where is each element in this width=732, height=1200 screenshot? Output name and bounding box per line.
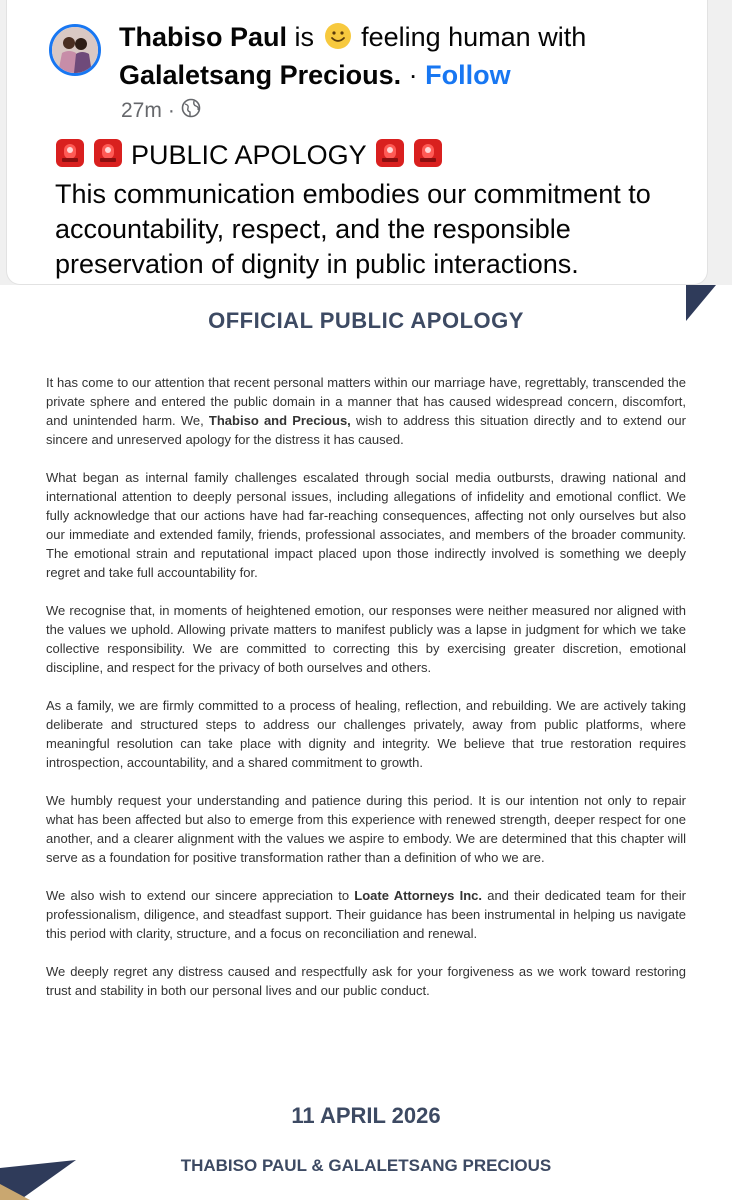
paragraph: What began as internal family challenges escalated through social media outbursts, drawing national and international attention to deeply personal issues, including allegations of infidelity and emotional conflict. We fully acknowledge that our actions have had far-reaching consequences, affecting not only ourselves but also our immediate and extended family, friends, professional associates, and members of the broader community. The emotional strain and reputational impact placed upon those indirectly involved is something we deeply regret and take full accountability for.: [46, 470, 686, 580]
avatar-photo: [52, 27, 98, 73]
post-time[interactable]: 27m: [121, 99, 162, 122]
police-siren-icon: [55, 138, 85, 177]
paragraph-bold-text: Loate Attorneys Inc.: [354, 888, 482, 903]
separator-dot: ·: [408, 60, 418, 90]
meta-separator: ·: [167, 99, 175, 122]
smiling-face-icon: [324, 22, 352, 57]
author-name[interactable]: Thabiso Paul: [119, 22, 288, 52]
paragraph-bold-text: Thabiso and Precious,: [208, 413, 351, 428]
paragraph-text: wish to address this situation directly and to extend our sincere and unreserved apology for the distress it has caused.: [46, 413, 686, 447]
police-siren-icon: [413, 138, 443, 177]
apology-document-image[interactable]: [0, 285, 732, 1200]
paragraph: We deeply regret any distress caused and respectfully ask for your forgiveness as we work toward restoring trust and stability in both our personal lives and our public conduct.: [46, 964, 686, 998]
document-body: [46, 373, 686, 1019]
document-signatories: THABISO PAUL & GALALETSANG PRECIOUS: [180, 1156, 552, 1175]
document-title: OFFICIAL PUBLIC APOLOGY: [208, 308, 524, 333]
post-heading-line: [55, 138, 695, 177]
connector-text: is: [294, 22, 315, 52]
post-text: [55, 138, 695, 282]
globe-icon[interactable]: [181, 98, 201, 124]
paragraph: [46, 373, 686, 449]
post-meta: [121, 98, 201, 124]
paragraph-text: and their dedicated team for their professionalism, diligence, and steadfast support. Their guidance has been instrumental in helping us navigate this period with clarity, structure, and a focus on reconciliation and renewal.: [46, 888, 687, 941]
post-body: This communication embodies our commitment to accountability, respect, and the responsible preservation of dignity in public interactions.: [55, 179, 651, 279]
paragraph: As a family, we are firmly committed to a process of healing, reflection, and rebuilding. We are actively taking deliberate and structured steps to address our challenges privately, away from public platforms, where meaningful resolution can take place with dignity and integrity. We believe that true restoration requires introspection, accountability, and a shared commitment to growth.: [46, 698, 686, 770]
author-avatar[interactable]: [49, 24, 101, 76]
feeling-text: feeling human with: [361, 22, 587, 52]
post-header-line-2: [119, 60, 511, 91]
police-siren-icon: [93, 138, 123, 177]
paragraph: [46, 886, 686, 943]
paragraph: We humbly request your understanding and patience during this period. It is our intention not only to repair what has been affected but also to emerge from this experience with renewed strength, deeper respect for one another, and a clearer alignment with the values we aspire to embody. We are determined that this chapter will serve as a foundation for positive transformation rather than a definition of who we are.: [46, 793, 686, 865]
paragraph-text: It has come to our attention that recent personal matters within our marriage have, regrettably, transcended the private sphere and entered the public domain in a manner that has caused widespread concern, discomfort, and unintended harm. We,: [46, 375, 686, 428]
post-header-line-1: [119, 22, 586, 57]
facebook-post-card: [6, 0, 708, 285]
paragraph: We recognise that, in moments of heightened emotion, our responses were neither measured nor aligned with the values we uphold. Allowing private matters to manifest publicly was a lapse in judgment for which we take collective responsibility. We are committed to correcting this by exercising greater discretion, emotional discipline, and respect for the privacy of both ourselves and others.: [46, 603, 686, 675]
tagged-person[interactable]: Galaletsang Precious.: [119, 60, 402, 90]
post-heading: PUBLIC APOLOGY: [131, 140, 367, 170]
paragraph-text: We also wish to extend our sincere appreciation to: [46, 888, 355, 903]
document-date: 11 APRIL 2026: [291, 1103, 441, 1128]
follow-button[interactable]: Follow: [425, 60, 511, 90]
police-siren-icon: [375, 138, 405, 177]
